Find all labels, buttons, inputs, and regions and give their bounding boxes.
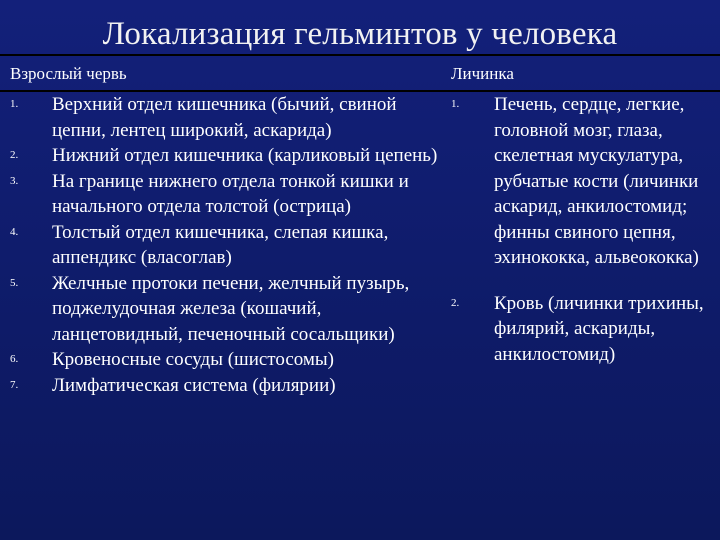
adult-localization-list — [0, 92, 440, 398]
list-item-number: 5. — [10, 276, 19, 289]
list-item — [0, 169, 440, 220]
list-item-number: 7. — [10, 378, 19, 391]
adult-column-header: Взрослый червь — [10, 64, 127, 83]
list-item — [0, 92, 440, 143]
list-item — [0, 143, 440, 169]
list-item — [440, 291, 720, 368]
list-item — [0, 271, 440, 348]
slide-title: Локализация гельминтов у человека — [102, 16, 618, 52]
list-item-text: Лимфатическая система (филярии) — [52, 374, 336, 396]
larva-column-header: Личинка — [451, 64, 514, 83]
list-item-text: Толстый отдел кишечника, слепая кишка, аппендикс (власоглав) — [52, 221, 389, 268]
list-item-text: Верхний отдел кишечника (бычий, свиной цепни, лентец широкий, аскарида) — [52, 94, 397, 141]
list-item-number: 3. — [10, 174, 19, 187]
list-item — [0, 347, 440, 373]
list-item-text: Кровеносные сосуды (шистосомы) — [52, 349, 335, 370]
list-item — [0, 220, 440, 271]
list-item-text: Печень, сердце, легкие, головной мозг, глаза, скелетная мускулатура, рубчатые кости (личинки аскарид, анкилостомид; финны свиного цепня, эхинококка, альвеококка) — [494, 94, 699, 268]
list-item — [440, 92, 720, 271]
list-item-number: 1. — [10, 98, 19, 110]
list-item-number: 6. — [10, 353, 19, 365]
list-item-number: 4. — [10, 225, 19, 238]
list-item-text: На границе нижнего отдела тонкой кишки и начального отдела толстой (острица) — [52, 170, 409, 217]
list-item-number: 2. — [451, 296, 460, 309]
list-item-number: 1. — [451, 98, 460, 110]
list-item-text: Желчные протоки печени, желчный пузырь, поджелудочная железа (кошачий, ланцетовидный, печеночный сосальщики) — [52, 272, 410, 345]
list-item-text: Кровь (личинки трихины, филярий, аскариды, анкилостомид) — [494, 292, 704, 365]
larva-localization-list — [440, 92, 720, 367]
list-item — [0, 373, 440, 399]
header-top-rule — [0, 54, 720, 56]
list-item-text: Нижний отдел кишечника (карликовый цепень) — [52, 145, 438, 166]
list-item-number: 2. — [10, 149, 19, 161]
